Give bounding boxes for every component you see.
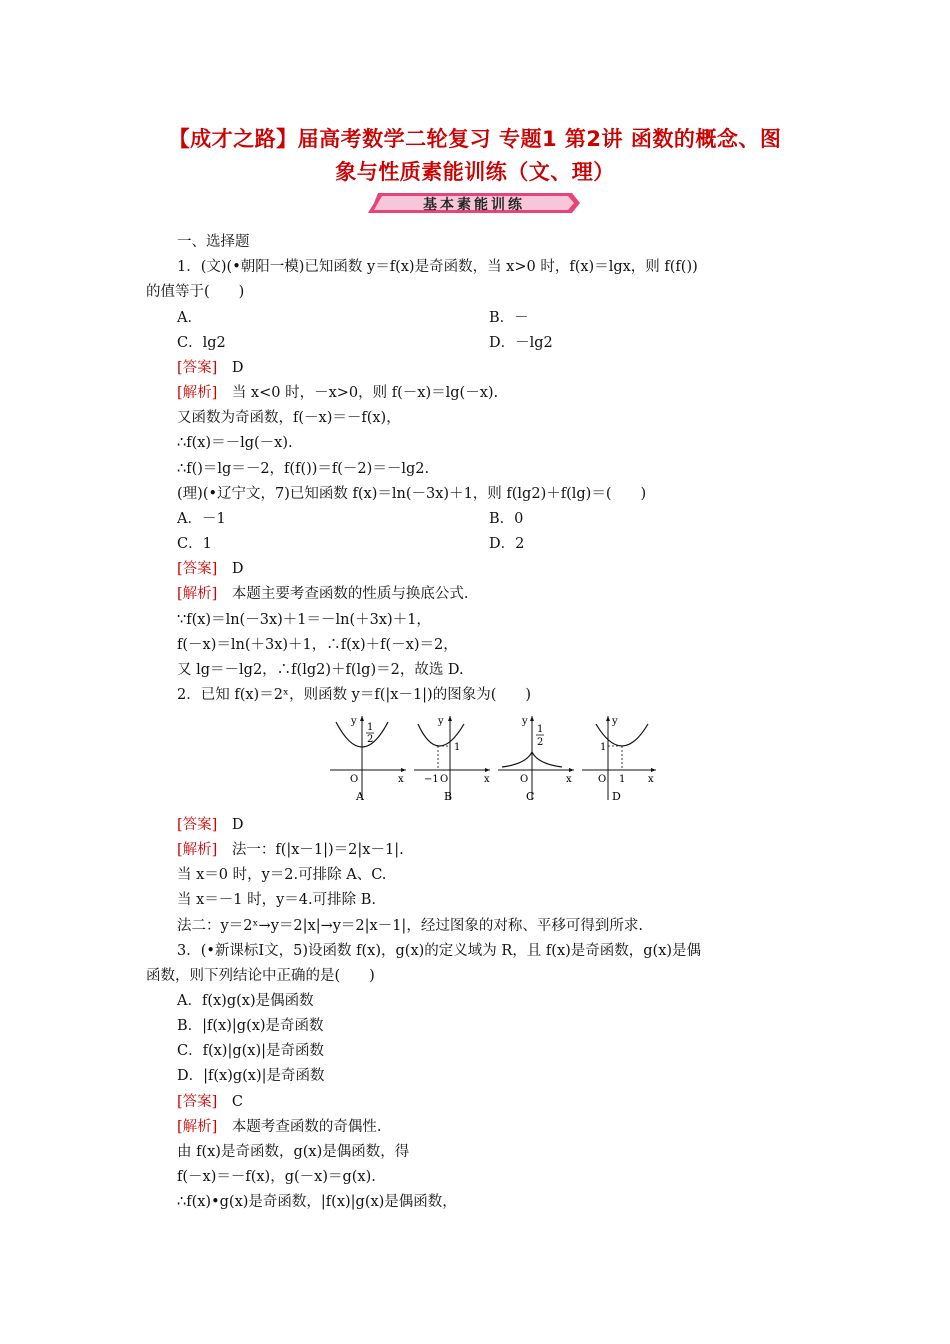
line-text: 函数，则下列结论中正确的是( ) — [146, 968, 375, 984]
answer-label: [解析] — [177, 1119, 218, 1135]
graph-panel-d — [582, 716, 656, 803]
panel-b-one: 1 — [454, 742, 461, 753]
panel-d-one-x: 1 — [619, 774, 626, 785]
panel-c-origin: O — [520, 774, 529, 785]
line-text: f(－x)＝－f(x)，g(－x)＝g(x). — [177, 1169, 376, 1185]
text-line — [177, 840, 404, 860]
text-line — [177, 815, 243, 835]
line-text: 法一：f(|x－1|)＝2|x－1|. — [217, 842, 404, 858]
text-line — [177, 559, 243, 579]
panel-a-y-label: y — [351, 716, 357, 727]
text-line — [177, 660, 464, 680]
text-line — [177, 685, 531, 705]
line-text: D．－lg2 — [489, 335, 553, 351]
panel-a-origin: O — [350, 774, 359, 785]
line-text: f(－x)＝ln(＋3x)＋1，∴f(x)＋f(－x)＝2， — [177, 637, 458, 653]
question-2-figure — [326, 712, 656, 804]
text-line — [177, 408, 401, 428]
text-line — [489, 534, 524, 554]
text-line — [177, 232, 250, 252]
text-line — [177, 610, 431, 630]
banner-text: 基本素能训练 — [423, 197, 525, 213]
line-text: D — [217, 360, 244, 376]
text-line — [489, 308, 529, 328]
panel-b-origin: O — [440, 774, 449, 785]
line-text: D — [217, 817, 244, 833]
text-line — [177, 941, 701, 961]
answer-label: [答案] — [177, 360, 218, 376]
panel-c-y-label: y — [522, 716, 528, 727]
answer-label: [答案] — [177, 1094, 218, 1110]
panel-a-den: 2 — [367, 734, 374, 745]
text-line — [177, 333, 226, 353]
text-line — [177, 1142, 409, 1162]
line-text: 3．(•新课标Ⅰ文，5)设函数 f(x)，g(x)的定义域为 R，且 f(x)是奇函数，g(x)是偶 — [177, 943, 702, 959]
line-text: 本题考查函数的奇偶性. — [217, 1119, 382, 1135]
line-text: C．f(x)|g(x)|是奇函数 — [177, 1043, 324, 1059]
line-text: D．2 — [489, 536, 525, 552]
text-line — [177, 257, 698, 277]
line-text: C — [217, 1094, 243, 1110]
text-line — [177, 509, 226, 529]
text-line — [146, 966, 375, 986]
document-title-line-2: 象与性质素能训练（文、理） — [335, 160, 615, 184]
line-text: A．－1 — [177, 511, 226, 527]
document-title-line-1: 【成才之路】届高考数学二轮复习 专题1 第2讲 函数的概念、图 — [168, 127, 782, 151]
line-text: B．|f(x)|g(x)是奇函数 — [177, 1018, 324, 1034]
line-text: B．－ — [489, 310, 529, 326]
answer-label: [答案] — [177, 817, 218, 833]
panel-b-caption: B — [444, 790, 453, 803]
answer-label: [答案] — [177, 561, 218, 577]
line-text: D — [217, 561, 244, 577]
text-line — [177, 1167, 376, 1187]
line-text: A． — [177, 310, 202, 326]
line-text: C．lg2 — [177, 335, 226, 351]
text-line — [177, 1016, 324, 1036]
graph-panel-b — [414, 716, 490, 803]
panel-c-x-label: x — [566, 774, 572, 785]
line-text: C．1 — [177, 536, 212, 552]
text-line — [177, 1192, 457, 1212]
line-text: D．|f(x)g(x)|是奇函数 — [177, 1068, 325, 1084]
line-text: 本题主要考查函数的性质与换底公式. — [217, 586, 469, 602]
line-text: ∴f()＝lg＝－2，f(f())＝f(－2)＝－lg2. — [177, 461, 430, 477]
text-line — [177, 433, 293, 453]
line-text: 法二：y＝2ˣ→y＝2|x|→y＝2|x－1|，经过图象的对称、平移可得到所求. — [177, 918, 643, 934]
line-text: 由 f(x)是奇函数，g(x)是偶函数，得 — [177, 1144, 410, 1160]
panel-b-y-label: y — [438, 716, 444, 727]
text-line — [489, 509, 523, 529]
line-text: 又函数为奇函数，f(－x)＝－f(x)， — [177, 410, 401, 426]
line-text: 当 x<0 时，－x>0，则 f(－x)＝lg(－x). — [217, 385, 499, 401]
text-line — [177, 459, 429, 479]
line-text: 又 lg＝－lg2，∴f(lg2)＋f(lg)＝2，故选 D. — [177, 662, 464, 678]
panel-b-x-label: x — [484, 774, 490, 785]
panel-b-neg-one: −1 — [424, 774, 439, 785]
section-banner — [368, 190, 580, 216]
panel-a-caption: A — [356, 790, 364, 803]
line-text: A．f(x)g(x)是偶函数 — [177, 993, 314, 1009]
answer-label: [解析] — [177, 385, 218, 401]
panel-d-origin: O — [598, 774, 607, 785]
line-text: B．0 — [489, 511, 524, 527]
panel-c-den: 2 — [537, 737, 544, 748]
panel-d-caption: D — [612, 790, 621, 803]
text-line — [177, 916, 643, 936]
graph-panel-a — [330, 716, 406, 803]
panel-d-x-label: x — [648, 774, 654, 785]
line-text: 2．已知 f(x)＝2ˣ，则函数 y＝f(|x－1|)的图象为( ) — [177, 687, 532, 703]
answer-label: [解析] — [177, 586, 218, 602]
panel-d-one-y: 1 — [600, 742, 607, 753]
graph-panel-c — [498, 716, 574, 803]
text-line — [177, 1041, 324, 1061]
panel-a-x-label: x — [398, 774, 404, 785]
text-line — [177, 1117, 381, 1137]
text-line — [177, 383, 498, 403]
text-line — [177, 890, 376, 910]
line-text: (理)(•辽宁文，7)已知函数 f(x)＝ln(－3x)＋1，则 f(lg2)＋f(lg)＝( ) — [177, 486, 647, 502]
line-text: 当 x＝0 时，y＝2.可排除 A、C. — [177, 867, 387, 883]
text-line — [489, 333, 553, 353]
panel-c-caption: C — [526, 790, 535, 803]
text-line — [177, 534, 212, 554]
text-line — [177, 584, 468, 604]
text-line — [177, 484, 646, 504]
panel-c-num: 1 — [537, 724, 544, 735]
text-line — [177, 865, 386, 885]
text-line — [177, 991, 314, 1011]
text-line — [146, 282, 244, 302]
line-text: 当 x＝－1 时，y＝4.可排除 B. — [177, 892, 377, 908]
text-line — [177, 308, 202, 328]
text-line — [177, 358, 243, 378]
text-line — [177, 1066, 325, 1086]
panel-a-num: 1 — [367, 722, 374, 733]
line-text: ∴f(x)•g(x)是奇函数，|f(x)|g(x)是偶函数， — [177, 1194, 457, 1210]
line-text: 1．(文)(•朝阳一模)已知函数 y＝f(x)是奇函数，当 x>0 时，f(x)＝lgx，则 f(f()) — [177, 259, 698, 275]
panel-d-y-label: y — [612, 716, 618, 727]
line-text: ∵f(x)＝ln(－3x)＋1＝－ln(＋3x)＋1， — [177, 612, 431, 628]
line-text: 的值等于( ) — [146, 284, 245, 300]
line-text: ∴f(x)＝－lg(－x). — [177, 435, 293, 451]
text-line — [177, 1092, 243, 1112]
line-text: 一、选择题 — [177, 234, 250, 250]
answer-label: [解析] — [177, 842, 218, 858]
text-line — [177, 635, 458, 655]
